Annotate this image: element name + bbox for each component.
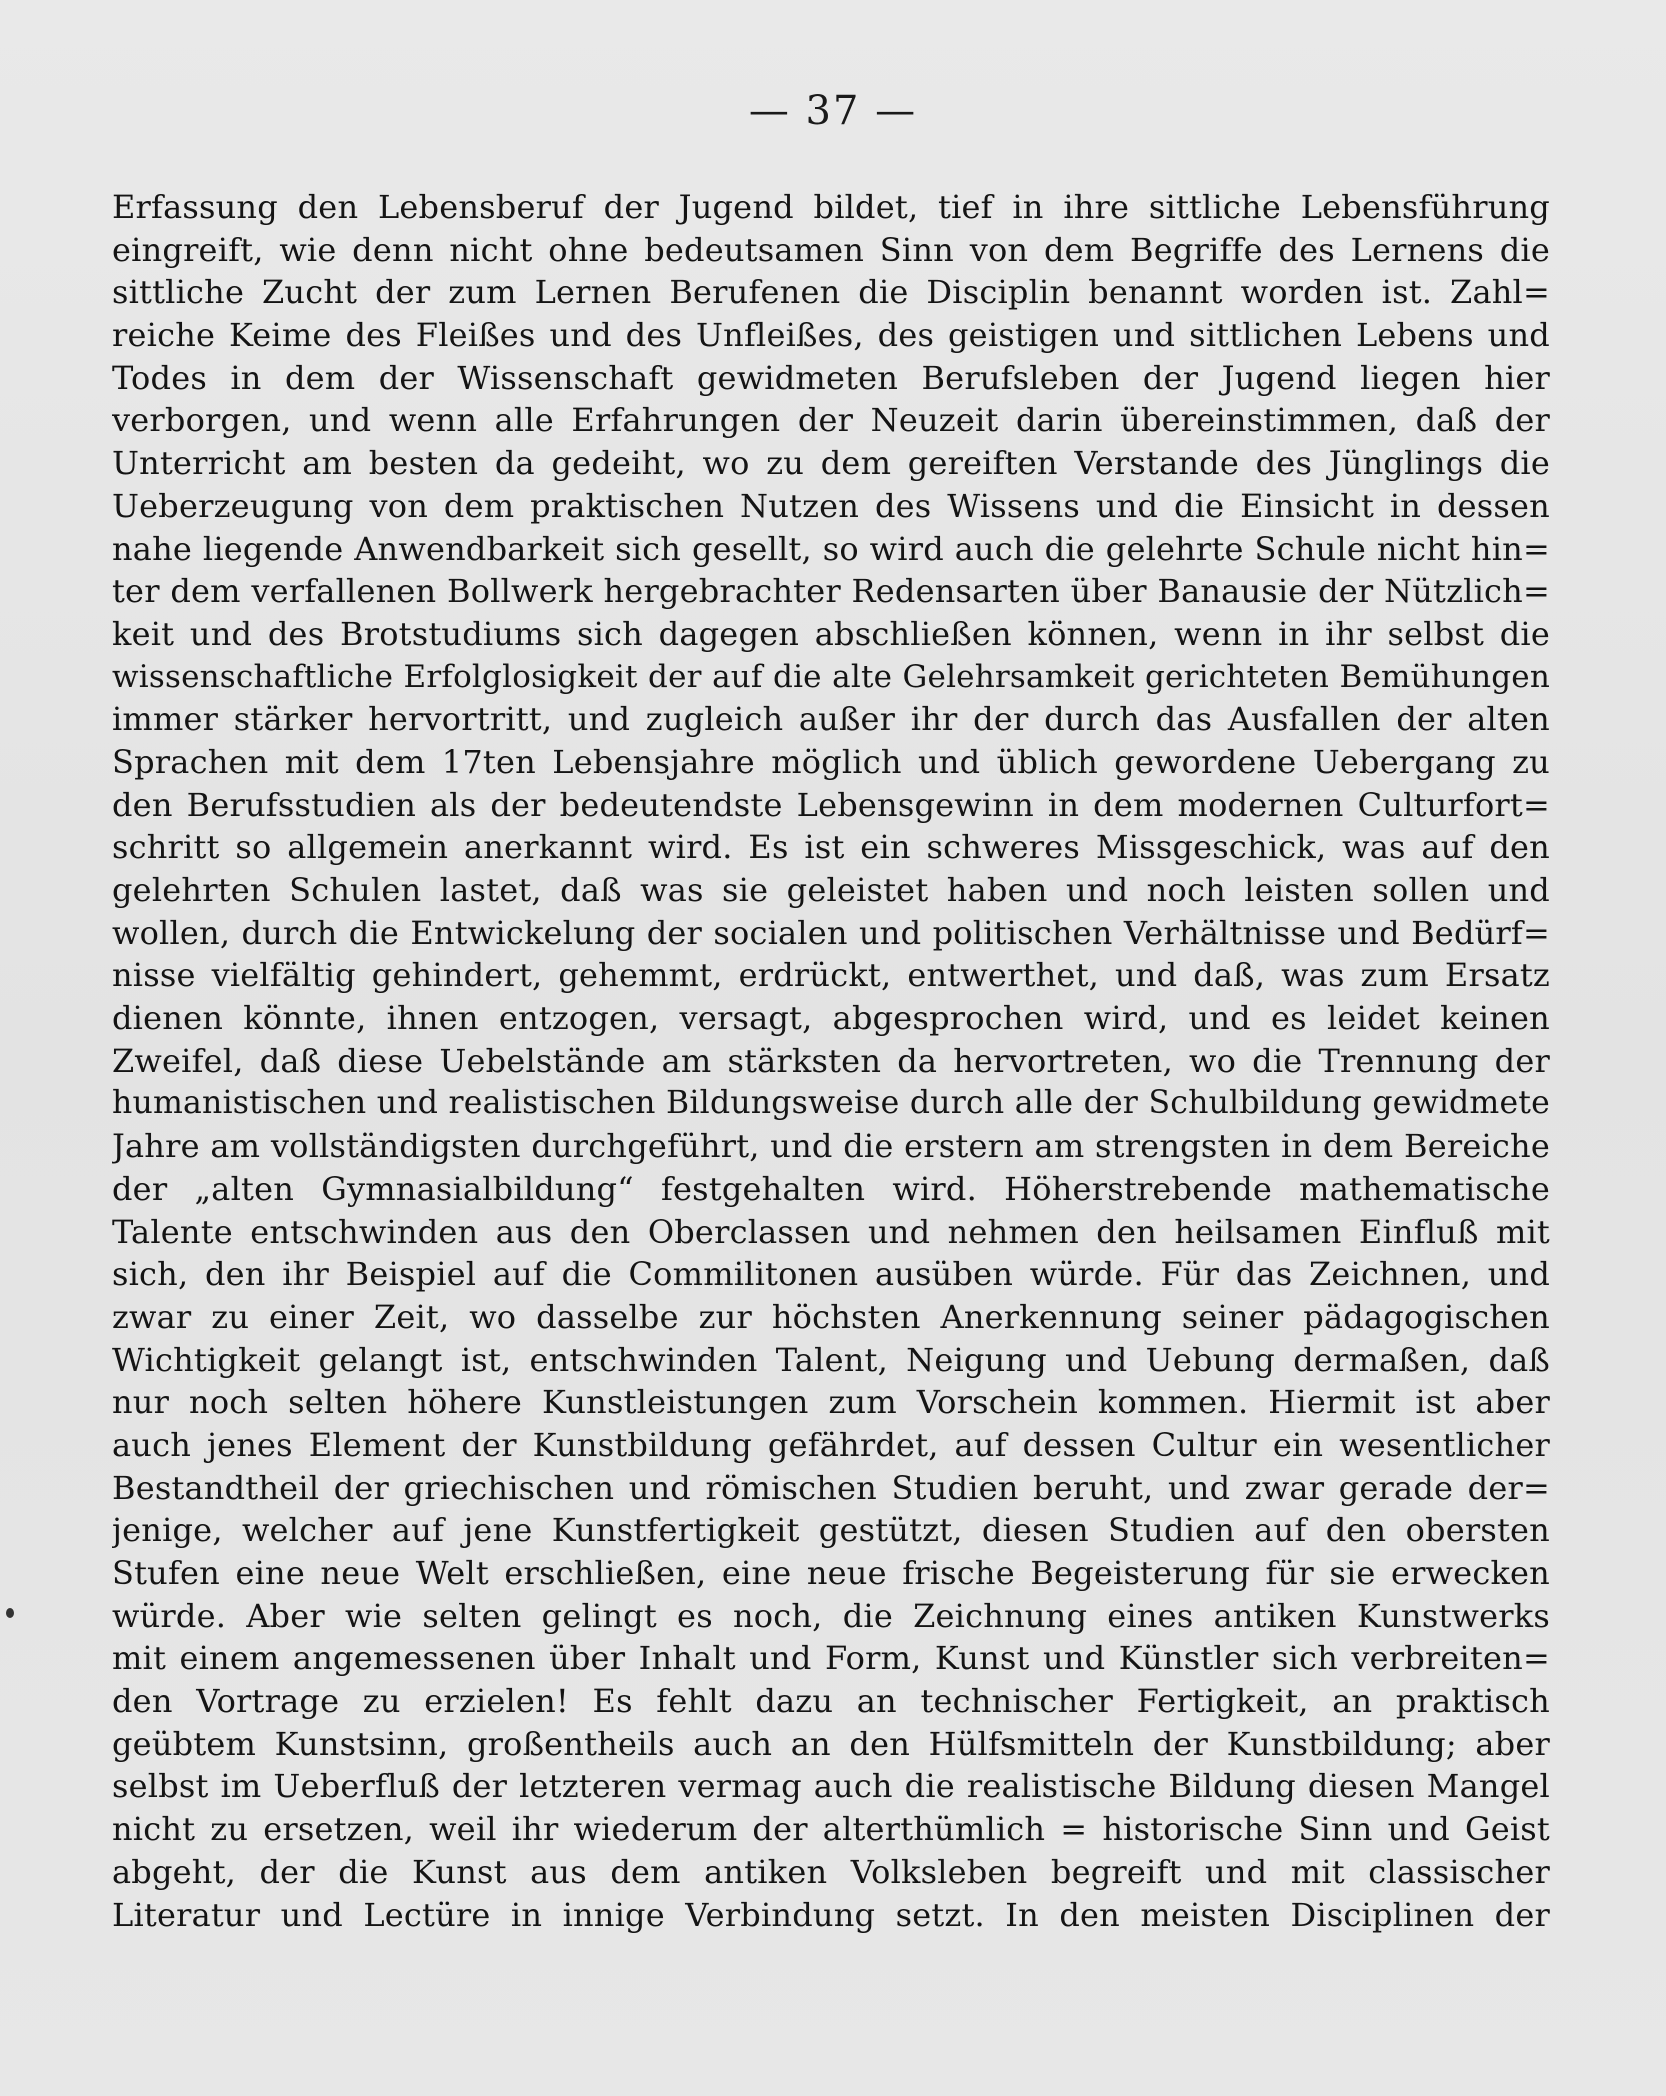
text-line: würde. Aber wie selten gelingt es noch, die Zeichnung eines antiken Kunstwerks <box>112 1596 1550 1635</box>
text-line: mit einem angemessenen über Inhalt und Form, Kunst und Künstler sich verbreiten= <box>112 1639 1550 1678</box>
text-line: den Vortrage zu erzielen! Es fehlt dazu an technischer Fertigkeit, an praktisch <box>112 1682 1550 1721</box>
text-line: sich, den ihr Beispiel auf die Commilitonen ausüben würde. Für das Zeichnen, und <box>112 1255 1550 1294</box>
margin-mark <box>6 1608 14 1618</box>
text-line: der „alten Gymnasialbildung“ festgehalten wird. Höherstrebende mathematische <box>112 1169 1550 1208</box>
text-line: schritt so allgemein anerkannt wird. Es ist ein schweres Missgeschick, was auf den <box>112 828 1550 867</box>
body-text <box>112 186 1550 1936</box>
text-line: keit und des Brotstudiums sich dagegen abschließen können, wenn in ihr selbst die <box>112 614 1550 653</box>
text-line: selbst im Ueberfluß der letzteren vermag auch die realistische Bildung diesen Mangel <box>112 1767 1550 1806</box>
text-line: jenige, welcher auf jene Kunstfertigkeit gestützt, diesen Studien auf den obersten <box>112 1511 1550 1550</box>
text-line: geübtem Kunstsinn, großentheils auch an den Hülfsmitteln der Kunstbildung; aber <box>112 1724 1550 1763</box>
text-line: Unterricht am besten da gedeiht, wo zu dem gereiften Verstande des Jünglings die <box>112 444 1550 483</box>
text-line: ter dem verfallenen Bollwerk hergebrachter Redensarten über Banausie der Nützlich= <box>112 572 1550 611</box>
text-line: Stufen eine neue Welt erschließen, eine neue frische Begeisterung für sie erwecken <box>112 1554 1550 1592</box>
text-line: wissenschaftliche Erfolglosigkeit der auf die alte Gelehrsamkeit gerichteten Bemühungen <box>112 658 1550 695</box>
text-line: den Berufsstudien als der bedeutendste Lebensgewinn in dem modernen Culturfort= <box>112 785 1550 824</box>
text-line: Erfassung den Lebensberuf der Jugend bildet, tief in ihre sittliche Lebensführung <box>112 188 1550 226</box>
text-line: Ueberzeugung von dem praktischen Nutzen des Wissens und die Einsicht in dessen <box>112 486 1550 525</box>
text-line: nahe liegende Anwendbarkeit sich gesellt, so wird auch die gelehrte Schule nicht hin= <box>112 529 1550 568</box>
text-line: abgeht, der die Kunst aus dem antiken Volksleben begreift und mit classischer <box>112 1852 1550 1891</box>
text-line: verborgen, und wenn alle Erfahrungen der Neuzeit darin übereinstimmen, daß der <box>112 401 1550 440</box>
text-line: Sprachen mit dem 17ten Lebensjahre möglich und üblich gewordene Uebergang zu <box>112 742 1550 781</box>
text-line: Talente entschwinden aus den Oberclassen und nehmen den heilsamen Einfluß mit <box>112 1212 1550 1251</box>
page-number: — 37 — <box>748 88 918 134</box>
text-line: Todes in dem der Wissenschaft gewidmeten Berufsleben der Jugend liegen hier <box>112 358 1550 397</box>
text-line: sittliche Zucht der zum Lernen Berufenen die Disciplin benannt worden ist. Zahl= <box>112 273 1550 312</box>
text-line: nisse vielfältig gehindert, gehemmt, erdrückt, entwerthet, und daß, was zum Ersatz <box>112 956 1550 995</box>
text-line: wollen, durch die Entwickelung der socialen und politischen Verhältnisse und Bedürf= <box>112 913 1550 952</box>
text-line: Zweifel, daß diese Uebelstände am stärksten da hervortreten, wo die Trennung der <box>112 1041 1550 1080</box>
text-line: Bestandtheil der griechischen und römischen Studien beruht, und zwar gerade der= <box>112 1468 1550 1507</box>
text-line: gelehrten Schulen lastet, daß was sie geleistet haben und noch leisten sollen und <box>112 871 1550 909</box>
text-line: Wichtigkeit gelangt ist, entschwinden Talent, Neigung und Uebung dermaßen, daß <box>112 1340 1550 1379</box>
text-line: nur noch selten höhere Kunstleistungen zum Vorschein kommen. Hiermit ist aber <box>112 1383 1550 1422</box>
text-line: humanistischen und realistischen Bildungsweise durch alle der Schulbildung gewidmete <box>112 1085 1550 1122</box>
text-line: nicht zu ersetzen, weil ihr wiederum der alterthümlich = historische Sinn und Geist <box>112 1810 1550 1849</box>
text-line: dienen könnte, ihnen entzogen, versagt, abgesprochen wird, und es leidet keinen <box>112 999 1550 1038</box>
text-line: eingreift, wie denn nicht ohne bedeutsamen Sinn von dem Begriffe des Lernens die <box>112 230 1550 269</box>
text-line: Literatur und Lectüre in innige Verbindung setzt. In den meisten Disciplinen der <box>112 1895 1550 1934</box>
text-line: immer stärker hervortritt, und zugleich außer ihr der durch das Ausfallen der alten <box>112 700 1550 739</box>
text-line: zwar zu einer Zeit, wo dasselbe zur höchsten Anerkennung seiner pädagogischen <box>112 1297 1550 1336</box>
text-line: auch jenes Element der Kunstbildung gefährdet, auf dessen Cultur ein wesentlicher <box>112 1425 1550 1464</box>
text-line: Jahre am vollständigsten durchgeführt, und die erstern am strengsten in dem Bereiche <box>112 1127 1550 1166</box>
text-line: reiche Keime des Fleißes und des Unfleißes, des geistigen und sittlichen Lebens und <box>112 316 1550 355</box>
